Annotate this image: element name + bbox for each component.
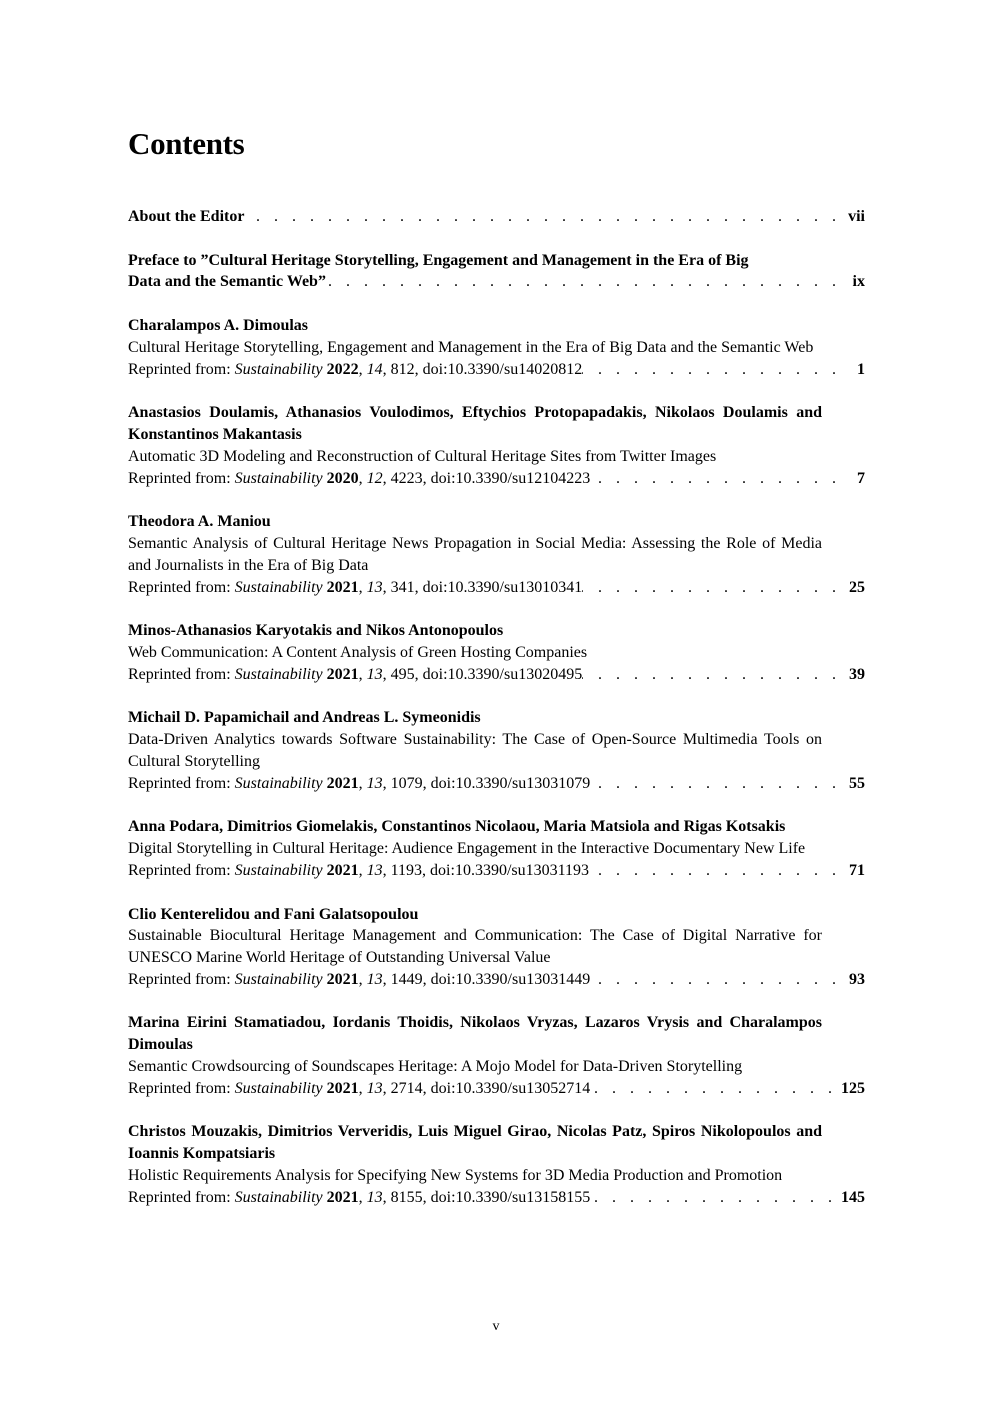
toc-entry[interactable] [128, 315, 865, 380]
reprint-prefix: Reprinted from: [128, 1188, 231, 1206]
toc-leader-line [128, 271, 865, 293]
toc-entry-title: Preface to ”Cultural Heritage Storytelling, Engagement and Management in the Era of Big [128, 251, 749, 269]
toc-entry-authors: Christos Mouzakis, Dimitrios Ververidis, Luis Miguel Girao, Nicolas Patz, Spiros Nikolopoulos and Ioannis Kompatsiaris [128, 1123, 822, 1163]
toc-entry-authors: Theodora A. Maniou [128, 513, 271, 531]
reprint-prefix: Reprinted from: [128, 578, 231, 596]
reprint-citation: Reprinted from: Sustainability 2021, 13, 8155, doi:10.3390/su13158155 [128, 1188, 591, 1206]
article-number: 2714 [390, 1079, 423, 1097]
toc-entry[interactable] [128, 816, 865, 881]
doi: doi:10.3390/su13020495 [422, 665, 583, 683]
table-of-contents [128, 206, 865, 1230]
toc-entry-authors: Michail D. Papamichail and Andreas L. Symeonidis [128, 709, 481, 727]
toc-entry-preface[interactable] [128, 250, 865, 294]
page-title: Contents [128, 126, 245, 161]
toc-entry-authors: Charalampos A. Dimoulas [128, 316, 309, 334]
journal-name: Sustainability [234, 360, 323, 378]
toc-leader-line [128, 1078, 865, 1100]
toc-entry-title: About the Editor [128, 208, 245, 225]
toc-entry[interactable] [128, 904, 865, 991]
toc-entry-title: Data-Driven Analytics towards Software Sustainability: The Case of Open-Source Multimedia Tools on Cultural Storytelling [128, 731, 822, 770]
toc-page-number: 7 [857, 469, 865, 487]
article-number: 812 [390, 360, 415, 378]
dot-leader [590, 1187, 837, 1209]
toc-leader-line [128, 773, 865, 795]
dot-leader [326, 271, 841, 293]
journal-name: Sustainability [234, 469, 323, 487]
doi: doi:10.3390/su12104223 [430, 469, 591, 487]
reprint-citation: Reprinted from: Sustainability 2021, 13, 1449, doi:10.3390/su13031449 [128, 970, 591, 988]
dot-leader [590, 773, 841, 795]
reprint-prefix: Reprinted from: [128, 861, 231, 879]
pub-year: 2021 [326, 774, 359, 792]
reprint-citation: Reprinted from: Sustainability 2021, 13, 1079, doi:10.3390/su13031079 [128, 774, 591, 792]
toc-entry-title: Sustainable Biocultural Heritage Management and Communication: The Case of Digital Narrative for UNESCO Marine World Heritage of Outstanding Universal Value [128, 927, 822, 967]
doi: doi:10.3390/su13010341 [422, 578, 583, 596]
pub-year: 2021 [326, 1188, 359, 1206]
volume: 13 [366, 970, 383, 988]
toc-leader-line [128, 860, 865, 882]
toc-entry[interactable] [128, 511, 865, 598]
doi: doi:10.3390/su13158155 [430, 1188, 591, 1206]
pub-year: 2021 [326, 578, 359, 596]
pub-year: 2021 [326, 665, 359, 683]
dot-leader [590, 969, 841, 991]
reprint-prefix: Reprinted from: [128, 970, 231, 988]
reprint-citation: Reprinted from: Sustainability 2021, 13, 495, doi:10.3390/su13020495 [128, 665, 583, 683]
reprint-citation: Reprinted from: Sustainability 2020, 12, 4223, doi:10.3390/su12104223 [128, 469, 591, 487]
reprint-prefix: Reprinted from: [128, 360, 231, 378]
toc-entry[interactable] [128, 620, 865, 685]
pub-year: 2021 [326, 970, 359, 988]
toc-entry-title: Automatic 3D Modeling and Reconstruction of Cultural Heritage Sites from Twitter Images [128, 447, 717, 465]
journal-name: Sustainability [234, 861, 323, 879]
article-number: 341 [390, 578, 415, 596]
pub-year: 2020 [326, 469, 359, 487]
reprint-prefix: Reprinted from: [128, 665, 231, 683]
journal-name: Sustainability [234, 774, 323, 792]
reprint-citation: Reprinted from: Sustainability 2021, 13, 1193, doi:10.3390/su13031193 [128, 861, 590, 879]
toc-entry-authors: Minos-Athanasios Karyotakis and Nikos Antonopoulos [128, 622, 504, 640]
reprint-citation: Reprinted from: Sustainability 2022, 14, 812, doi:10.3390/su14020812 [128, 360, 583, 378]
toc-page-number: 93 [849, 970, 865, 988]
toc-entry[interactable] [128, 402, 865, 489]
toc-entry-title: Semantic Crowdsourcing of Soundscapes Heritage: A Mojo Model for Data-Driven Storytelling [128, 1058, 743, 1076]
article-number: 1449 [390, 970, 423, 988]
toc-page-number: 39 [849, 665, 865, 683]
pub-year: 2021 [326, 861, 359, 879]
toc-entry-authors: Marina Eirini Stamatiadou, Iordanis Thoidis, Nikolaos Vryzas, Lazaros Vrysis and Charalampos Dimoulas [128, 1014, 822, 1054]
reprint-prefix: Reprinted from: [128, 469, 231, 487]
toc-page-number: 1 [857, 360, 865, 378]
article-number: 8155 [390, 1188, 423, 1206]
volume: 13 [366, 1079, 383, 1097]
dot-leader [582, 359, 841, 381]
toc-entry[interactable] [128, 1012, 865, 1099]
reprint-citation: Reprinted from: Sustainability 2021, 13, 2714, doi:10.3390/su13052714 [128, 1079, 591, 1097]
doi: doi:10.3390/su14020812 [422, 360, 583, 378]
toc-entry-authors: Clio Kenterelidou and Fani Galatsopoulou [128, 905, 419, 923]
page-number-footer: v [492, 1319, 500, 1334]
dot-leader [582, 577, 841, 599]
journal-name: Sustainability [234, 578, 323, 596]
volume: 13 [366, 861, 383, 879]
dot-leader [590, 468, 841, 490]
reprint-prefix: Reprinted from: [128, 1079, 231, 1097]
toc-entry[interactable] [128, 707, 865, 794]
toc-entry-title: Cultural Heritage Storytelling, Engagement and Management in the Era of Big Data and the Semantic Web [128, 338, 814, 356]
toc-entry-authors: Anna Podara, Dimitrios Giomelakis, Constantinos Nicolaou, Maria Matsiola and Rigas Kotsakis [128, 818, 786, 836]
journal-name: Sustainability [234, 665, 323, 683]
toc-entry-title: Holistic Requirements Analysis for Specifying New Systems for 3D Media Production and Promotion [128, 1167, 783, 1185]
toc-entry-authors: Anastasios Doulamis, Athanasios Voulodimos, Eftychios Protopapadakis, Nikolaos Doulamis and Konstantinos Makantasis [128, 404, 822, 443]
dot-leader [244, 206, 841, 228]
volume: 14 [366, 360, 383, 378]
doi: doi:10.3390/su13031193 [430, 861, 590, 879]
doi: doi:10.3390/su13031449 [430, 970, 591, 988]
dot-leader [590, 1078, 837, 1100]
article-number: 1079 [390, 774, 423, 792]
article-number: 1193 [390, 861, 423, 879]
toc-entry-title: Web Communication: A Content Analysis of Green Hosting Companies [128, 643, 588, 661]
dot-leader [589, 860, 841, 882]
toc-page-number: 125 [841, 1079, 865, 1097]
toc-leader-line [128, 969, 865, 991]
volume: 12 [366, 469, 383, 487]
toc-leader-line [128, 1187, 865, 1209]
volume: 13 [366, 1188, 383, 1206]
reprint-prefix: Reprinted from: [128, 774, 231, 792]
doi: doi:10.3390/su13052714 [430, 1079, 591, 1097]
toc-entry-about-editor[interactable] [128, 206, 865, 228]
toc-page-number: vii [848, 208, 865, 225]
toc-page-number: 55 [849, 774, 865, 792]
journal-name: Sustainability [234, 1079, 323, 1097]
volume: 13 [366, 578, 383, 596]
article-number: 495 [390, 665, 415, 683]
doi: doi:10.3390/su13031079 [430, 774, 591, 792]
toc-leader-line [128, 664, 865, 686]
dot-leader [582, 664, 841, 686]
reprint-citation: Reprinted from: Sustainability 2021, 13, 341, doi:10.3390/su13010341 [128, 578, 583, 596]
volume: 13 [366, 665, 383, 683]
toc-leader-line [128, 468, 865, 490]
pub-year: 2021 [326, 1079, 359, 1097]
volume: 13 [366, 774, 383, 792]
toc-entry[interactable] [128, 1121, 865, 1208]
article-entries [128, 315, 865, 1209]
toc-page-number: 145 [841, 1188, 865, 1206]
journal-name: Sustainability [234, 970, 323, 988]
toc-entry-title-cont: Data and the Semantic Web” [128, 273, 326, 291]
toc-leader-line [128, 206, 865, 228]
toc-page-number: 25 [849, 578, 865, 596]
journal-name: Sustainability [234, 1188, 323, 1206]
article-number: 4223 [390, 469, 423, 487]
toc-page-number: 71 [849, 861, 865, 879]
toc-leader-line [128, 577, 865, 599]
toc-entry-title: Digital Storytelling in Cultural Heritage: Audience Engagement in the Interactive Documentary New Life [128, 840, 806, 858]
toc-page-number: ix [852, 273, 865, 291]
pub-year: 2022 [326, 360, 359, 378]
toc-leader-line [128, 359, 865, 381]
toc-entry-title: Semantic Analysis of Cultural Heritage News Propagation in Social Media: Assessing the Role of Media and Journalists in the Era of Big Data [128, 534, 822, 574]
